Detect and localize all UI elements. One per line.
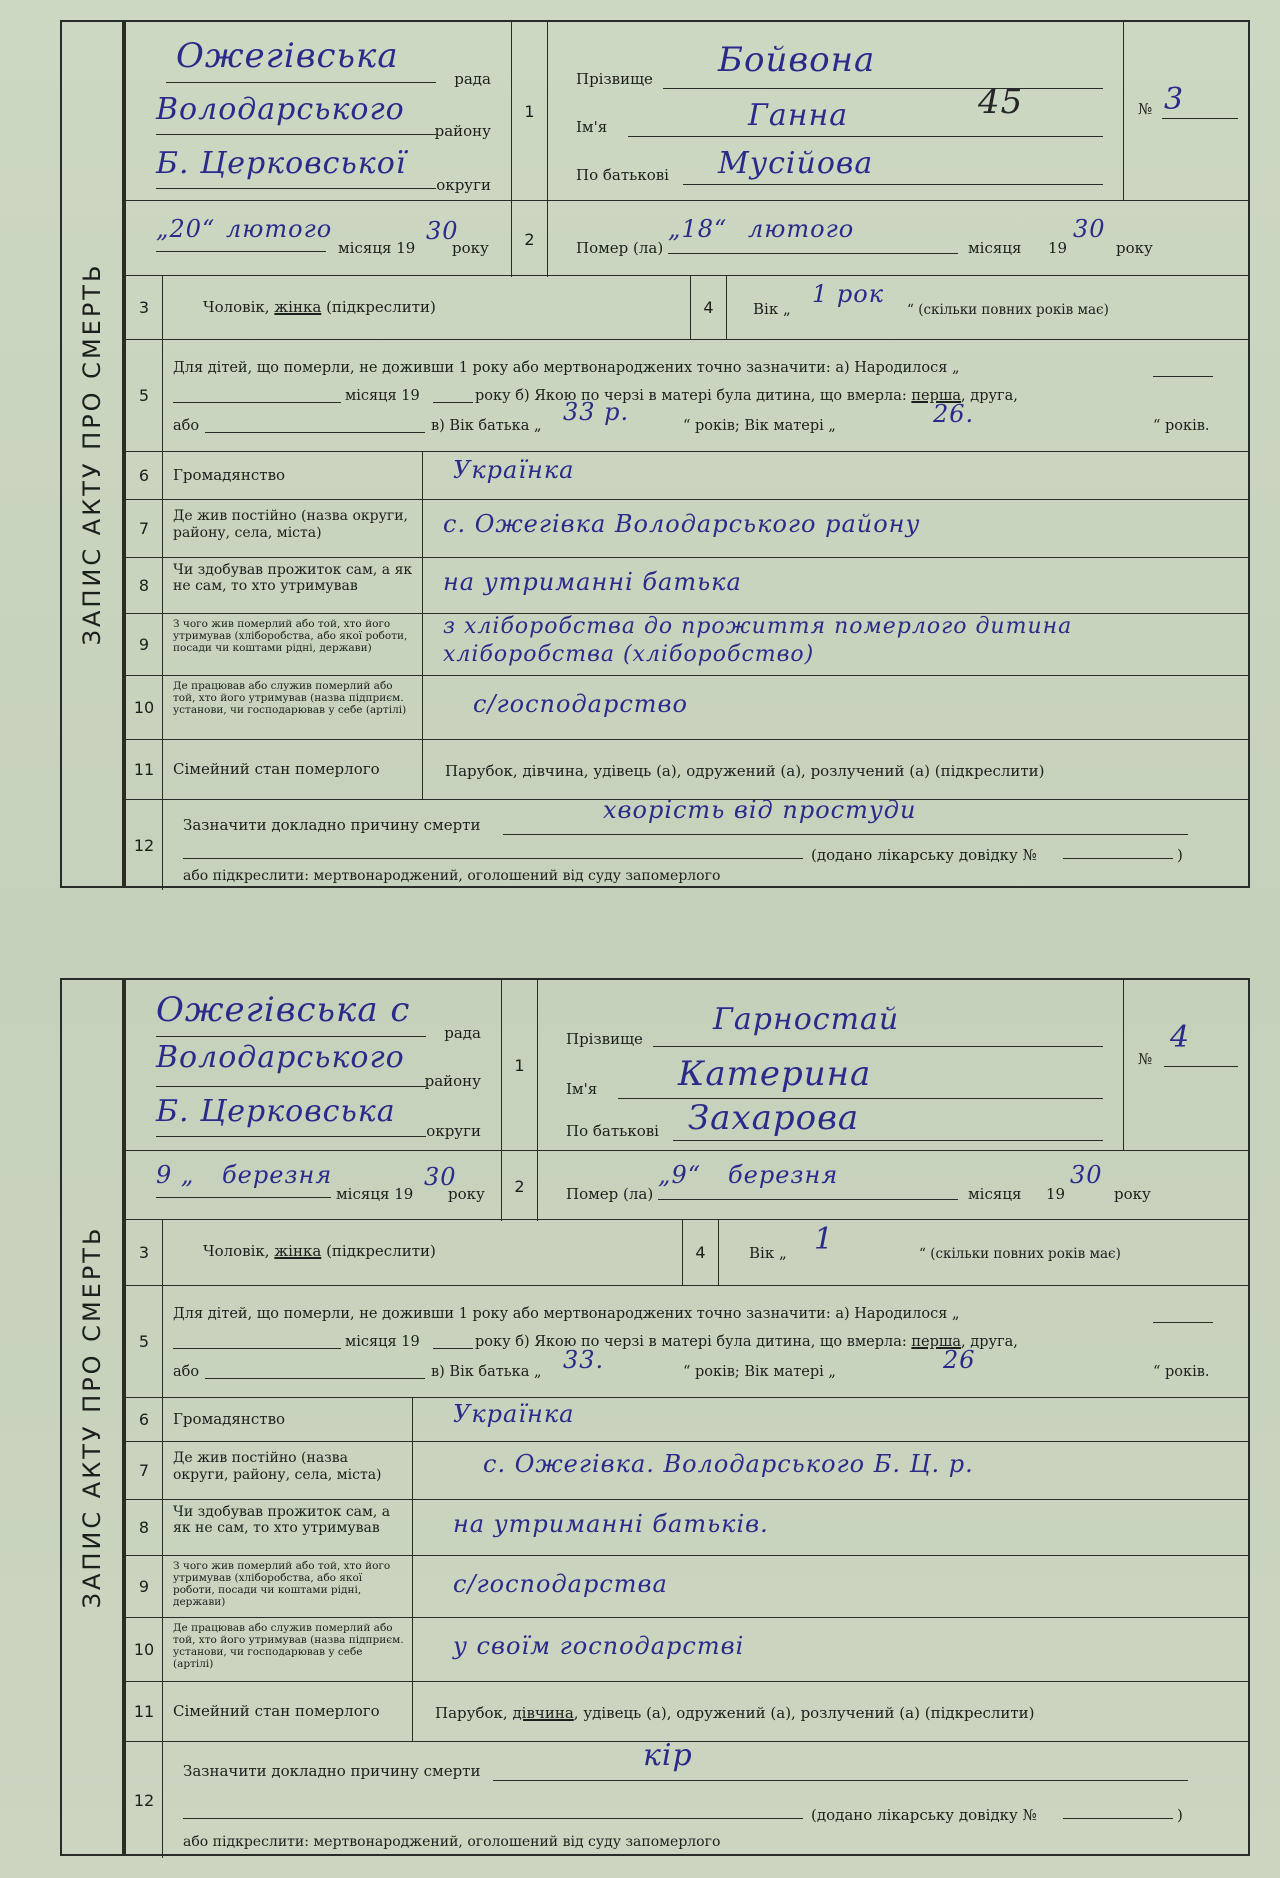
reg-day: 20 — [169, 215, 202, 243]
raion-label: району — [424, 1072, 481, 1090]
name-cell — [537, 980, 1123, 1150]
row-number-5: 5 — [138, 1332, 150, 1351]
death-19: 19 — [1046, 1185, 1066, 1203]
infant-order-second: , друга, — [961, 388, 1018, 404]
citizenship-value-cell — [422, 452, 1248, 499]
row-number-1: 1 — [511, 22, 547, 200]
death-19: 19 — [1048, 239, 1068, 257]
support-value: на утриманні батьків. — [453, 1510, 769, 1538]
row-marital — [126, 1682, 1248, 1742]
death-year-label: року — [1114, 1185, 1151, 1203]
support-label: Чи здобував прожиток сам, а як не сам, то хто утримував — [173, 562, 413, 594]
record-side-title — [60, 978, 124, 1856]
row-number-7: 7 — [138, 1461, 150, 1480]
age-label: Вік „ — [753, 300, 791, 318]
residence-label-cell — [162, 500, 422, 557]
support-label: Чи здобував прожиток сам, а як не сам, то хто утримував — [173, 1504, 391, 1536]
row-number-11: 11 — [133, 1702, 155, 1721]
okruh-label: округи — [436, 176, 491, 194]
row-number-8: 8 — [138, 576, 150, 595]
side-title-text: ЗАПИС АКТУ ПРО СМЕРТЬ — [78, 262, 106, 646]
age-value: 1 рок — [812, 280, 885, 308]
citizenship-label-cell — [162, 452, 422, 499]
raion-value: Володарського — [156, 1040, 405, 1075]
workplace-label-cell — [162, 1618, 412, 1681]
marital-option-bachelor: Парубок, — [435, 1704, 508, 1722]
infant-info-cell — [162, 340, 1248, 451]
rada-value: Ожегівська с — [156, 990, 411, 1030]
death-year: 30 — [1070, 1161, 1103, 1189]
row-livelihood — [126, 614, 1248, 676]
surname-label: Прізвище — [576, 70, 653, 88]
support-label-cell — [162, 558, 422, 613]
infant-or-label: або — [173, 1364, 200, 1380]
row-number-8: 8 — [138, 1518, 150, 1537]
reg-year: 30 — [426, 217, 459, 245]
surname-value: Гарностай — [713, 1002, 900, 1037]
record-number-cell — [1123, 22, 1248, 200]
row-header-block — [126, 22, 1248, 276]
name-label: Ім'я — [576, 118, 608, 136]
livelihood-value-cell — [412, 1556, 1248, 1617]
infant-month-label: місяця 19 — [345, 388, 420, 404]
age-hint: “ (скільки повних років має) — [907, 302, 1109, 318]
row-number-11: 11 — [133, 760, 155, 779]
row-number-4: 4 — [690, 276, 726, 339]
number-label: № — [1138, 100, 1153, 118]
row-number-10: 10 — [133, 1640, 155, 1659]
row-residence — [126, 1442, 1248, 1500]
workplace-label: Де працював або служив померлий або той, хто його утримував (назва підприєм. установи, чи господарював у себе (артілі) — [173, 1622, 404, 1670]
stillborn-note: або підкреслити: мертвонароджений, оголошений від суду запомерлого — [183, 868, 721, 884]
workplace-value: с/господарство — [473, 690, 688, 718]
name-cell — [547, 22, 1123, 200]
reg-year-label: року — [448, 1185, 485, 1203]
surname-label: Прізвище — [566, 1030, 643, 1048]
number-label: № — [1138, 1050, 1153, 1068]
margin-note: 45 — [978, 82, 1024, 122]
rada-label: рада — [444, 1024, 481, 1042]
row-header-block — [126, 980, 1248, 1220]
mother-age-value: 26 — [943, 1346, 976, 1374]
marital-label-cell — [162, 740, 422, 799]
reg-month-label: місяця 19 — [336, 1185, 414, 1203]
patronymic-label: По батькові — [576, 166, 669, 184]
death-year: 30 — [1073, 215, 1106, 243]
date-row — [126, 200, 1248, 277]
workplace-label: Де працював або служив померлий або той, хто його утримував (назва підприєм. установи, чи господарював у себе (артілі) — [173, 680, 407, 716]
age-hint: “ (скільки повних років має) — [919, 1246, 1121, 1262]
marital-options-rest: , удівець (а), одружений (а), розлучений (а) (підкреслити) — [583, 762, 1045, 780]
row-number-10: 10 — [133, 698, 155, 717]
infant-order-first-underlined: перша — [911, 1334, 962, 1350]
residence-value-cell — [422, 500, 1248, 557]
marital-options-rest: , удівець (а), одружений (а), розлучений (а) (підкреслити) — [573, 1704, 1035, 1722]
reg-month: лютого — [226, 215, 333, 243]
citizenship-value-cell — [412, 1398, 1248, 1441]
okruh-label: округи — [426, 1122, 481, 1140]
cause-label: Зазначити докладно причину смерти — [183, 816, 481, 834]
reg-month: березня — [222, 1161, 333, 1189]
row-number-12: 12 — [133, 1790, 155, 1810]
sex-hint: (підкреслити) — [326, 1242, 436, 1260]
cause-cell: Зазначити докладно причину смерти кір (додано лікарську довідку № ) або підкреслити: мертвонароджений, оголошений від суду запомерлого — [162, 1742, 1248, 1858]
marital-value-cell — [422, 740, 1248, 799]
livelihood-value-1: з хліборобства до прожиття померлого дитина — [443, 614, 1073, 639]
sex-cell — [162, 1220, 682, 1285]
infant-line-1: Для дітей, що померли, не доживши 1 року або мертвонароджених точно зазначити: а) Народилося „ — [173, 1306, 960, 1322]
record-number-value: 3 — [1164, 82, 1185, 117]
name-label: Ім'я — [566, 1080, 598, 1098]
record-grid — [124, 20, 1250, 888]
livelihood-value-cell — [422, 614, 1248, 675]
residence-label: Де жив постійно (назва округи, району, села, міста) — [173, 1450, 382, 1483]
father-age-label: в) Вік батька „ — [431, 1364, 542, 1380]
marital-label: Сімейний стан померлого — [173, 760, 380, 778]
marital-option-maiden-underlined: дівчина — [512, 1704, 574, 1722]
date-row — [126, 1150, 1248, 1221]
raion-label: району — [434, 122, 491, 140]
mother-age-years: “ років. — [1153, 1364, 1210, 1380]
row-number-1: 1 — [501, 980, 537, 1150]
name-value: Ганна — [748, 98, 849, 133]
registration-date-cell: 9 „ березня місяця 19 30 року — [156, 1161, 485, 1203]
record-number-cell — [1123, 980, 1248, 1150]
death-month: лютого — [748, 215, 855, 243]
death-record-1 — [60, 20, 1250, 888]
infant-month-label: місяця 19 — [345, 1334, 420, 1350]
age-cell — [726, 276, 1248, 339]
medical-certificate-label: (додано лікарську довідку № — [811, 846, 1037, 864]
raion-value: Володарського — [156, 92, 405, 127]
citizenship-label-cell — [162, 1398, 412, 1441]
father-age-value: 33. — [563, 1346, 605, 1374]
workplace-value: у своїм господарстві — [453, 1632, 745, 1660]
residence-value: с. Ожегівка Володарського району — [443, 510, 921, 538]
row-infant-info — [126, 1286, 1248, 1398]
citizenship-label: Громадянство — [173, 466, 286, 484]
infant-order-text: року б) Якою по черзі в матері була дитина, що вмерла: — [475, 388, 907, 404]
side-title-text: ЗАПИС АКТУ ПРО СМЕРТЬ — [78, 1225, 106, 1609]
record-number-value: 4 — [1170, 1020, 1191, 1055]
row-support — [126, 558, 1248, 614]
mother-age-label: “ років; Вік матері „ — [683, 418, 836, 434]
row-cause — [126, 1738, 1248, 1858]
workplace-value-cell — [412, 1618, 1248, 1681]
infant-order-text: року б) Якою по черзі в матері була дитина, що вмерла: — [475, 1334, 907, 1350]
row-sex-age — [126, 1220, 1248, 1286]
age-label: Вік „ — [749, 1244, 787, 1262]
support-value-cell — [422, 558, 1248, 613]
row-workplace — [126, 676, 1248, 740]
marital-value-cell — [412, 1682, 1248, 1741]
record-grid — [124, 978, 1250, 1856]
sex-male: Чоловік, — [203, 1242, 270, 1260]
rada-value: Ожегівська — [176, 36, 399, 76]
okruh-value: Б. Церковської — [156, 146, 407, 181]
death-record-2 — [60, 978, 1250, 1856]
patronymic-value: Мусійова — [718, 146, 874, 181]
row-cause — [126, 796, 1248, 890]
registration-date-cell: „20“ лютого місяця 19 30 року — [156, 215, 489, 257]
marital-option-maiden: дівчина — [522, 762, 584, 780]
row-number-4: 4 — [682, 1220, 718, 1285]
death-label: Помер (ла) — [566, 1185, 654, 1203]
workplace-value-cell — [422, 676, 1248, 739]
livelihood-label-cell — [162, 614, 422, 675]
marital-option-bachelor: Парубок, — [445, 762, 518, 780]
patronymic-value: Захарова — [688, 1098, 860, 1138]
row-number-9: 9 — [138, 1577, 150, 1596]
row-livelihood — [126, 1556, 1248, 1618]
age-cell — [718, 1220, 1248, 1285]
row-number-3: 3 — [138, 1243, 150, 1262]
father-age-value: 33 р. — [563, 398, 630, 426]
reg-year: 30 — [424, 1163, 457, 1191]
reg-day: 9 — [156, 1161, 173, 1189]
row-number-3: 3 — [138, 298, 150, 317]
row-number-7: 7 — [138, 519, 150, 538]
patronymic-label: По батькові — [566, 1122, 659, 1140]
infant-order-first-underlined: перша — [911, 388, 962, 404]
death-date-cell: Помер (ла) „9“ березня місяця 19 30 року — [537, 1151, 1248, 1221]
name-value: Катерина — [678, 1054, 872, 1094]
cause-value: кір — [643, 1738, 693, 1773]
medical-certificate-label: (додано лікарську довідку № — [811, 1806, 1037, 1824]
surname-value: Бойвона — [718, 40, 876, 80]
livelihood-value-1: с/господарства — [453, 1570, 668, 1598]
death-day: 9 — [671, 1161, 688, 1189]
cause-label: Зазначити докладно причину смерти — [183, 1762, 481, 1780]
livelihood-label: З чого жив померлий або той, хто його утримував (хліборобства, або якої роботи, посади чи коштами рідні, держави) — [173, 618, 408, 654]
row-marital — [126, 740, 1248, 800]
row-number-2: 2 — [501, 1151, 537, 1221]
workplace-label-cell — [162, 676, 422, 739]
death-day: 18 — [681, 215, 714, 243]
sex-cell — [162, 276, 690, 339]
father-age-label: в) Вік батька „ — [431, 418, 542, 434]
okruh-value: Б. Церковська — [156, 1094, 396, 1129]
livelihood-label-cell — [162, 1556, 412, 1617]
row-number-2: 2 — [511, 201, 547, 277]
stillborn-note: або підкреслити: мертвонароджений, оголошений від суду запомерлого — [183, 1834, 721, 1850]
death-year-label: року — [1116, 239, 1153, 257]
marital-label: Сімейний стан померлого — [173, 1702, 380, 1720]
row-number-12: 12 — [133, 835, 155, 855]
age-value: 1 — [814, 1222, 835, 1257]
cause-cell: Зазначити докладно причину смерти хворість від простуди (додано лікарську довідку № ) або підкреслити: мертвонароджений, оголошений від суду запомерлого — [162, 800, 1248, 890]
mother-age-years: “ років. — [1153, 418, 1210, 434]
row-infant-info — [126, 340, 1248, 452]
infant-line-1: Для дітей, що померли, не доживши 1 року або мертвонароджених точно зазначити: а) Народилося „ — [173, 360, 960, 376]
citizenship-value: Українка — [453, 456, 575, 484]
support-label-cell — [162, 1500, 412, 1555]
row-number-5: 5 — [138, 386, 150, 405]
cause-value: хворість від простуди — [603, 796, 917, 824]
sex-female-underlined: жінка — [274, 298, 322, 316]
infant-or-label: або — [173, 418, 200, 434]
marital-label-cell — [162, 1682, 412, 1741]
death-date-cell: Помер (ла) „18“ лютого місяця 19 30 року — [547, 201, 1248, 277]
support-value: на утриманні батька — [443, 568, 742, 596]
infant-order-second: , друга, — [961, 1334, 1018, 1350]
sex-female-underlined: жінка — [274, 1242, 322, 1260]
support-value-cell — [412, 1500, 1248, 1555]
death-month: березня — [728, 1161, 839, 1189]
mother-age-label: “ років; Вік матері „ — [683, 1364, 836, 1380]
residence-label: Де жив постійно (назва округи, району, села, міста) — [173, 508, 408, 541]
row-number-6: 6 — [138, 466, 150, 485]
row-sex-age — [126, 276, 1248, 340]
citizenship-value: Українка — [453, 1400, 575, 1428]
reg-year-label: року — [452, 239, 489, 257]
mother-age-value: 26. — [933, 400, 975, 428]
row-number-9: 9 — [138, 635, 150, 654]
infant-info-cell — [162, 1286, 1248, 1397]
death-month-label: місяця — [968, 1185, 1022, 1203]
row-citizenship — [126, 452, 1248, 500]
row-residence — [126, 500, 1248, 558]
sex-male: Чоловік, — [203, 298, 270, 316]
citizenship-label: Громадянство — [173, 1410, 286, 1428]
sex-hint: (підкреслити) — [326, 298, 436, 316]
row-number-6: 6 — [138, 1410, 150, 1429]
row-citizenship — [126, 1398, 1248, 1442]
death-label: Помер (ла) — [576, 239, 664, 257]
livelihood-label: З чого жив померлий або той, хто його утримував (хліборобства, або якої роботи, посади чи коштами рідні, держави) — [173, 1560, 391, 1608]
row-support — [126, 1500, 1248, 1556]
death-month-label: місяця — [968, 239, 1022, 257]
reg-month-label: місяця 19 — [338, 239, 416, 257]
row-workplace — [126, 1618, 1248, 1682]
residence-label-cell — [162, 1442, 412, 1499]
residence-value: с. Ожегівка. Володарського Б. Ц. р. — [483, 1450, 974, 1478]
residence-value-cell — [412, 1442, 1248, 1499]
rada-label: рада — [454, 70, 491, 88]
livelihood-value-2: хліборобства (хліборобство) — [443, 642, 815, 667]
record-side-title — [60, 20, 124, 888]
